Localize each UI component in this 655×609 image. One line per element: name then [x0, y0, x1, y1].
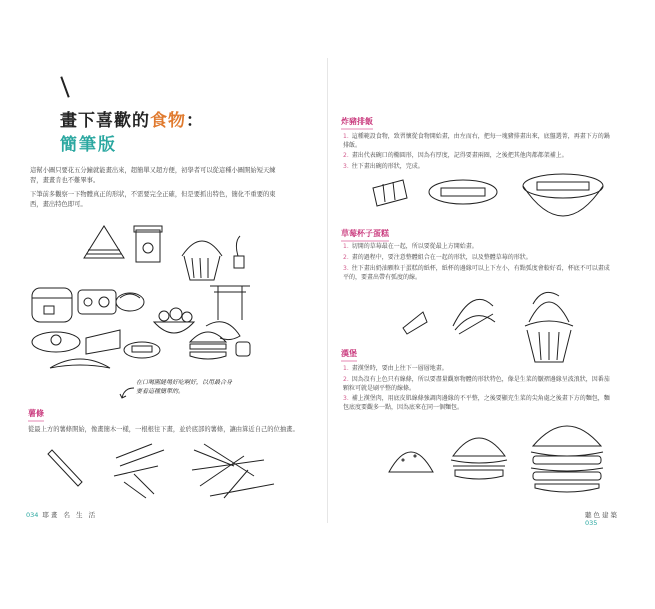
pork-cutlet-sketch-icon [373, 180, 407, 206]
left-page [24, 58, 324, 523]
toast-sketch-icon [236, 342, 250, 356]
katsudon-steps-illustration [363, 168, 613, 224]
burger-step-1: 1. 畫漢堡時，要由上往下一層層地畫。 [343, 365, 448, 372]
title-prefix: 畫下喜歡的 [60, 111, 150, 131]
fries-description: 從最上方的薯條開始，像畫簡木一樣，一根根往下畫，並於底部的薯條，讓由算近自己的位抽畫。 [28, 426, 299, 433]
section-title-katsudon: 炸豬排飯 [341, 116, 373, 130]
cake-slice-sketch-icon [86, 330, 120, 354]
food-sketches-illustration [24, 218, 254, 378]
folio-right [585, 510, 633, 527]
page-number: 035 [585, 519, 598, 527]
right-page [333, 58, 633, 527]
fries-pile-small-sketch-icon [114, 444, 164, 498]
katsudon-step-1: 1. 這種範設食物，致習懷從食物開始畫，由左而右，把每一塊豬排畫出來，底盤選菁，再畫下方的鍋排飯。 [343, 133, 610, 149]
torii-gate-sketch-icon [210, 286, 250, 320]
section-title-burger: 漢堡 [341, 348, 357, 362]
fruit-bowl-sketch-icon [154, 308, 194, 333]
burger-sketch-icon [190, 332, 226, 359]
strawberry-fan-sketch-icon [453, 299, 495, 334]
fries-pile-large-sketch-icon [192, 444, 274, 498]
page-subtitle: 簡筆版 [60, 135, 117, 155]
title-accent: 食物 [150, 111, 186, 131]
book-spine [327, 58, 328, 523]
egg-plate-sketch-icon [32, 332, 80, 352]
fries-steps-illustration [34, 436, 284, 506]
katsudon-bowl-sketch-icon [523, 174, 603, 216]
running-header: 耶畫 名 生 活 [42, 511, 98, 519]
arrow-icon [118, 386, 136, 400]
half-burger-sketch-icon [451, 438, 507, 479]
bun-sketch-icon [116, 293, 144, 311]
cupcake-step-2: 2. 畫的過程中，要注意整體組合在一起的形狀，以及整體草莓的形狀。 [343, 254, 532, 261]
plate-sketch-icon [124, 342, 160, 358]
burger-step-2: 2. 因為沒有上色只有線條，所以要盡量觀察物體的形狀特色，像是生菜的皺褶邊緣呈波浪狀，因番茄顆粒可就是刷平整的線條。 [343, 376, 610, 392]
folio-left [26, 510, 97, 519]
cupcake-steps-illustration [393, 282, 593, 364]
decorative-slash [60, 76, 69, 97]
shrimp-sketch-icon [206, 322, 240, 340]
burger-step-3: 3. 補上漢堡肉，用底皮肌線條強調肉邊緣的不平整，之後要顯充生菜的尖角處之後畫下方的麵包，麵包底度要觀多一點，因為底來在同一個麵包。 [343, 395, 610, 411]
single-fry-sketch-icon [48, 450, 82, 486]
rice-cooker-sketch-icon [32, 288, 72, 322]
burger-steps-illustration [383, 412, 623, 500]
handwritten-note: 在口喝圖縫場好吃啊好，以用最合身要看這種簡單的。 [136, 379, 233, 395]
running-header: 聽色建築 [585, 511, 619, 519]
bun-top-sketch-icon [389, 452, 433, 472]
cupcake-strawberry-sketch-icon [525, 292, 573, 362]
strawberry-slice-sketch-icon [403, 312, 427, 334]
title-suffix: ： [186, 111, 204, 131]
full-burger-sketch-icon [531, 426, 603, 492]
section-title-cupcake: 草莓杯子蛋糕 [341, 228, 389, 242]
cupcake-step-1: 1. 切開的草莓最在一起，所以要從最上方開始畫。 [343, 243, 478, 250]
croissant-sketch-icon [50, 359, 110, 368]
bento-sketch-icon [78, 290, 116, 314]
katsudon-step-2: 2. 畫出代表碗口的橢圓形，因為有厚度，記得要畫兩圈，之後把其他肉都都架補上。 [343, 152, 568, 159]
page-number: 034 [26, 511, 39, 519]
page-title [60, 106, 204, 131]
katsudon-step-3: 3. 往下畫出碗的形狀，完成。 [343, 163, 424, 170]
cupcake-step-3: 3. 往下畫出奶油顆粒于蛋糕的紙杯，紙杯的邊緣可以上下左小，有點弧度會較好看，杯底不可以畫成平的，要畫出帶有弧度的線。 [343, 265, 610, 281]
section-title-fries: 薯條 [28, 408, 44, 422]
intro-paragraph-1: 這幫小圖只要花五分鐘就能畫出來，超簡單又超方便，初學者可以從這種小圖開始短天練習，畫畫肯也不難畢事。 [30, 167, 276, 184]
sandwich-sketch-icon [84, 226, 124, 258]
cupcake-sketch-icon [182, 241, 222, 280]
bowl-rim-sketch-icon [429, 180, 497, 204]
coffee-cup-sketch-icon [134, 226, 162, 262]
plant-vase-sketch-icon [234, 236, 244, 268]
intro-paragraph-2: 下筆前多觀察一下物體真正的形狀，不需要完全正確，但是要抓出特色，簡化不重要的東西，畫出特色即可。 [30, 191, 276, 208]
